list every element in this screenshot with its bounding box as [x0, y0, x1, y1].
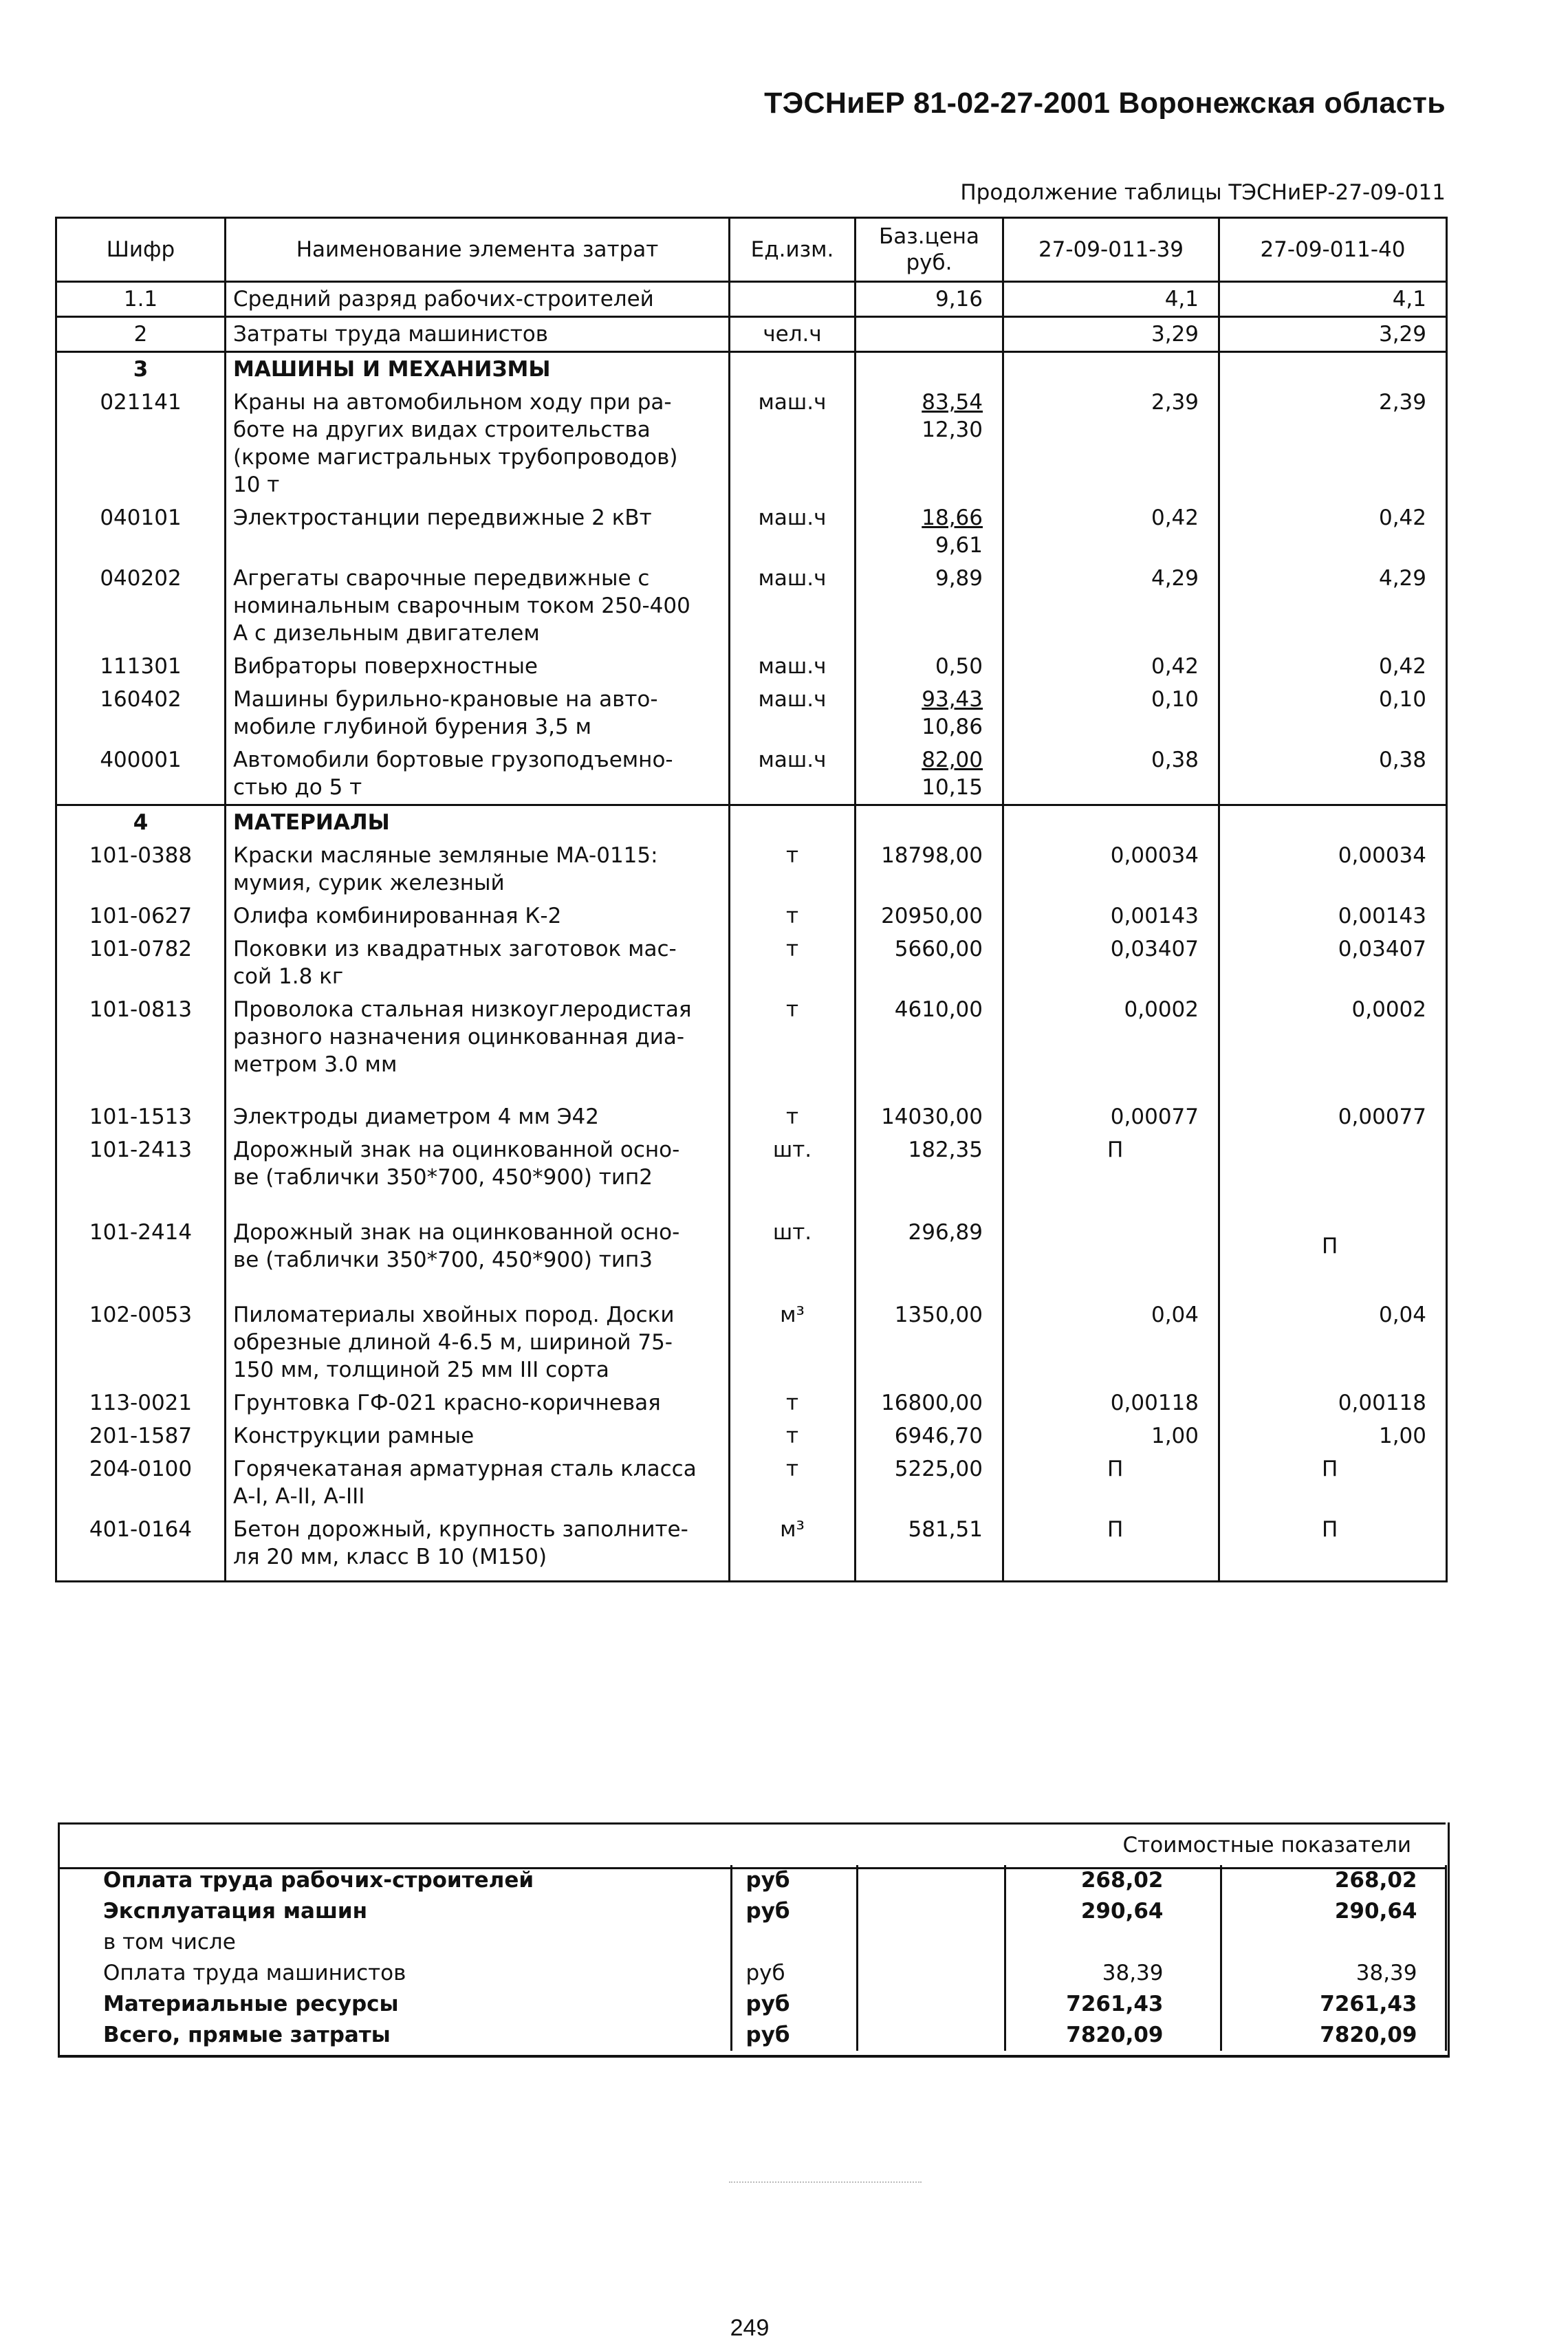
row-price-main: 18,66 — [922, 505, 983, 530]
row-name — [226, 562, 730, 650]
row-value-col1: 2,39 — [1003, 386, 1219, 501]
summary-unit: руб — [731, 2020, 857, 2051]
summary-label: Материальные ресурсы — [103, 1992, 399, 2016]
row-unit — [730, 282, 856, 317]
row-code: 101-0627 — [56, 900, 226, 933]
column-header-price — [856, 218, 1003, 282]
row-value-col1: 0,00143 — [1003, 900, 1219, 933]
row-price: 6946,70 — [856, 1419, 1003, 1452]
row-price-main: 93,43 — [922, 687, 983, 712]
row-value-col2: П — [1219, 1513, 1447, 1582]
faint-dotted-mark — [729, 2181, 922, 2183]
row-name: Средний разряд рабочих-строителей — [226, 282, 730, 317]
row-name: Конструкции рамные — [226, 1419, 730, 1452]
row-value-col1: 0,00034 — [1003, 839, 1219, 900]
summary-row — [58, 1865, 1446, 1896]
row-name-wrapped: Проволока стальная низкоуглеродистая разного назначения оцинкованная диа- метром 3.0 мм — [233, 997, 692, 1077]
row-value-col1: П — [1003, 1452, 1219, 1513]
row-price: 0,50 — [856, 650, 1003, 683]
row-name: МАШИНЫ И МЕХАНИЗМЫ — [226, 352, 730, 386]
row-unit: м³ — [730, 1513, 856, 1582]
summary-value-col2: 7820,09 — [1221, 2020, 1446, 2051]
row-name: Вибраторы поверхностные — [226, 650, 730, 683]
row-value-col2: 0,42 — [1219, 501, 1447, 562]
table-row — [56, 900, 1447, 933]
section-row — [56, 352, 1447, 386]
table-row — [56, 501, 1447, 562]
table-header-row — [56, 218, 1447, 282]
row-unit: т — [730, 1419, 856, 1452]
row-code: 101-1513 — [56, 1100, 226, 1133]
row-code: 021141 — [56, 386, 226, 501]
row-value-col2: 0,00077 — [1219, 1100, 1447, 1133]
table-row — [56, 1298, 1447, 1386]
row-value-col1: 4,29 — [1003, 562, 1219, 650]
row-unit: т — [730, 1100, 856, 1133]
row-value-col2: 0,00143 — [1219, 900, 1447, 933]
row-unit: маш.ч — [730, 386, 856, 501]
row-name-wrapped: Краски масляные земляные МА-0115: мумия, сурик железный — [233, 843, 658, 895]
summary-body — [58, 1822, 1446, 2051]
row-unit: т — [730, 839, 856, 900]
row-name-wrapped: Дорожный знак на оцинкованной осно- ве (таблички 350*700, 450*900) тип2 — [233, 1137, 680, 1190]
row-value-col2: 4,29 — [1219, 562, 1447, 650]
summary-price — [857, 1958, 1005, 1989]
row-price: 18798,00 — [856, 839, 1003, 900]
summary-unit: руб — [731, 1865, 857, 1896]
row-value-col1: 0,42 — [1003, 650, 1219, 683]
row-price-main: 83,54 — [922, 390, 983, 415]
summary-label: в том числе — [103, 1930, 236, 1954]
row-unit: маш.ч — [730, 562, 856, 650]
section-row — [56, 805, 1447, 840]
row-value-col1: 4,1 — [1003, 282, 1219, 317]
row-code: 4 — [56, 805, 226, 840]
row-name — [226, 839, 730, 900]
row-price: 14030,00 — [856, 1100, 1003, 1133]
column-header-price-line1: Баз.цена — [878, 224, 980, 249]
row-price: 20950,00 — [856, 900, 1003, 933]
row-code: 101-0782 — [56, 933, 226, 993]
row-name — [226, 1298, 730, 1386]
summary-value-col1 — [1005, 1927, 1221, 1958]
row-value-col1 — [1003, 1216, 1219, 1298]
table-row — [56, 743, 1447, 805]
row-price — [856, 743, 1003, 805]
row-code: 111301 — [56, 650, 226, 683]
summary-row — [58, 2020, 1446, 2051]
row-name-wrapped: Машины бурильно-крановые на авто- мобиле глубиной бурения 3,5 м — [233, 687, 658, 739]
row-code: 2 — [56, 317, 226, 352]
row-name-wrapped: Бетон дорожный, крупность заполните- ля 20 мм, класс В 10 (М150) — [233, 1517, 688, 1569]
summary-label: Оплата труда машинистов — [103, 1961, 406, 1985]
row-value-col2: 0,0002 — [1219, 993, 1447, 1100]
summary-value-col2: 7261,43 — [1221, 1989, 1446, 2020]
row-name-wrapped: Горячекатаная арматурная сталь класса А-I, А-II, А-III — [233, 1457, 697, 1509]
cost-table — [55, 217, 1448, 1582]
summary-value-col1: 38,39 — [1005, 1958, 1221, 1989]
row-unit — [730, 352, 856, 386]
summary-price — [857, 2020, 1005, 2051]
row-value-col1: 0,38 — [1003, 743, 1219, 805]
summary-value-col1: 290,64 — [1005, 1896, 1221, 1927]
row-code: 160402 — [56, 683, 226, 743]
row-price: 9,89 — [856, 562, 1003, 650]
table-row — [56, 993, 1447, 1100]
row-value-col2 — [1219, 352, 1447, 386]
row-code: 101-2414 — [56, 1216, 226, 1298]
row-code: 400001 — [56, 743, 226, 805]
row-name-wrapped: Дорожный знак на оцинкованной осно- ве (таблички 350*700, 450*900) тип3 — [233, 1220, 680, 1272]
row-name — [226, 743, 730, 805]
row-value-col2: 0,38 — [1219, 743, 1447, 805]
row-unit: шт. — [730, 1216, 856, 1298]
summary-price — [857, 1927, 1005, 1958]
row-code: 3 — [56, 352, 226, 386]
row-value-col2: 0,42 — [1219, 650, 1447, 683]
table-row — [56, 317, 1447, 352]
column-header-code: Шифр — [56, 218, 226, 282]
row-value-col1: 0,03407 — [1003, 933, 1219, 993]
row-code: 040202 — [56, 562, 226, 650]
summary-caption: Стоимостные показатели — [1122, 1833, 1411, 1858]
table-row — [56, 282, 1447, 317]
row-code: 102-0053 — [56, 1298, 226, 1386]
row-name — [226, 1513, 730, 1582]
summary-unit: руб — [731, 1989, 857, 2020]
row-value-col1: 0,00077 — [1003, 1100, 1219, 1133]
summary-row — [58, 1927, 1446, 1958]
row-value-col1: П — [1003, 1513, 1219, 1582]
table-row — [56, 1133, 1447, 1216]
summary-value-col2 — [1221, 1927, 1446, 1958]
row-value-col1: 0,04 — [1003, 1298, 1219, 1386]
row-value-col2: 0,04 — [1219, 1298, 1447, 1386]
row-unit — [730, 805, 856, 840]
row-value-col2: 4,1 — [1219, 282, 1447, 317]
row-value-col2: П — [1219, 1216, 1447, 1298]
row-price — [856, 501, 1003, 562]
row-unit: маш.ч — [730, 683, 856, 743]
table-row — [56, 562, 1447, 650]
row-value-col2 — [1219, 805, 1447, 840]
row-price: 5660,00 — [856, 933, 1003, 993]
table-body — [56, 282, 1447, 1582]
summary-label: Всего, прямые затраты — [103, 2023, 391, 2047]
row-value-col1: 0,00118 — [1003, 1386, 1219, 1419]
row-price — [856, 683, 1003, 743]
row-unit: т — [730, 933, 856, 993]
column-header-price-line2: руб. — [906, 250, 952, 275]
row-value-col2: 3,29 — [1219, 317, 1447, 352]
row-name — [226, 1216, 730, 1298]
summary-row — [58, 1896, 1446, 1927]
row-code: 113-0021 — [56, 1386, 226, 1419]
row-value-col1: 0,0002 — [1003, 993, 1219, 1100]
summary-row — [58, 1989, 1446, 2020]
row-price: 1350,00 — [856, 1298, 1003, 1386]
row-code: 101-0388 — [56, 839, 226, 900]
table-row — [56, 386, 1447, 501]
row-value-col1 — [1003, 352, 1219, 386]
row-value-col1 — [1003, 805, 1219, 840]
row-code: 040101 — [56, 501, 226, 562]
row-name — [226, 683, 730, 743]
row-price: 16800,00 — [856, 1386, 1003, 1419]
row-price — [856, 317, 1003, 352]
summary-value-col2: 268,02 — [1221, 1865, 1446, 1896]
row-value-col1: 1,00 — [1003, 1419, 1219, 1452]
row-name: Грунтовка ГФ-021 красно-коричневая — [226, 1386, 730, 1419]
row-value-col1: 0,42 — [1003, 501, 1219, 562]
row-value-col1: П — [1003, 1133, 1219, 1216]
row-name — [226, 386, 730, 501]
summary-price — [857, 1896, 1005, 1927]
row-price — [856, 805, 1003, 840]
document-header-title: ТЭСНиЕР 81-02-27-2001 Воронежская область — [764, 87, 1446, 120]
summary-value-col1: 7261,43 — [1005, 1989, 1221, 2020]
summary-value-col2: 290,64 — [1221, 1896, 1446, 1927]
summary-price — [857, 1989, 1005, 2020]
summary-value-col2: 38,39 — [1221, 1958, 1446, 1989]
row-name: Электроды диаметром 4 мм Э42 — [226, 1100, 730, 1133]
row-unit: маш.ч — [730, 501, 856, 562]
table-row — [56, 1216, 1447, 1298]
row-name: Олифа комбинированная К-2 — [226, 900, 730, 933]
row-value-col2 — [1219, 1133, 1447, 1216]
row-name — [226, 933, 730, 993]
row-unit: шт. — [730, 1133, 856, 1216]
summary-caption-spacer — [58, 1822, 1446, 1865]
row-name: Затраты труда машинистов — [226, 317, 730, 352]
row-price: 182,35 — [856, 1133, 1003, 1216]
summary-label: Оплата труда рабочих-строителей — [103, 1868, 534, 1893]
table-row — [56, 683, 1447, 743]
row-value-col2: 0,03407 — [1219, 933, 1447, 993]
row-name: МАТЕРИАЛЫ — [226, 805, 730, 840]
table-row — [56, 839, 1447, 900]
row-price: 9,16 — [856, 282, 1003, 317]
summary-value-col1: 7820,09 — [1005, 2020, 1221, 2051]
row-unit: т — [730, 1386, 856, 1419]
row-price: 296,89 — [856, 1216, 1003, 1298]
table-row — [56, 1452, 1447, 1513]
row-name — [226, 1133, 730, 1216]
summary-row — [58, 1958, 1446, 1989]
summary-unit — [731, 1927, 857, 1958]
row-code: 1.1 — [56, 282, 226, 317]
row-price-secondary: 10,15 — [922, 775, 983, 800]
row-price: 4610,00 — [856, 993, 1003, 1100]
row-name — [226, 1452, 730, 1513]
row-unit: т — [730, 900, 856, 933]
row-code: 101-0813 — [56, 993, 226, 1100]
summary-label: Эксплуатация машин — [103, 1899, 368, 1924]
column-header-unit: Ед.изм. — [730, 218, 856, 282]
row-name — [226, 993, 730, 1100]
row-value-col2: 0,00118 — [1219, 1386, 1447, 1419]
row-name-wrapped: Краны на автомобильном ходу при ра- боте на других видах строительства (кроме магистральных трубопроводов) 10 т — [233, 390, 678, 497]
table-row — [56, 1513, 1447, 1582]
row-value-col1: 3,29 — [1003, 317, 1219, 352]
column-header-col1: 27-09-011-39 — [1003, 218, 1219, 282]
table-row — [56, 650, 1447, 683]
row-name-wrapped: Агрегаты сварочные передвижные с номинальным сварочным током 250-400 А с дизельным двигателем — [233, 566, 690, 646]
row-value-col2: 2,39 — [1219, 386, 1447, 501]
row-price-secondary: 12,30 — [922, 417, 983, 442]
row-unit: м³ — [730, 1298, 856, 1386]
row-name-wrapped: Поковки из квадратных заготовок мас- сой 1.8 кг — [233, 937, 677, 989]
row-unit: т — [730, 993, 856, 1100]
row-price: 5225,00 — [856, 1452, 1003, 1513]
row-unit: маш.ч — [730, 743, 856, 805]
table-row — [56, 1100, 1447, 1133]
column-header-name: Наименование элемента затрат — [226, 218, 730, 282]
row-value-col2: П — [1219, 1452, 1447, 1513]
row-price — [856, 386, 1003, 501]
page-number — [0, 2315, 1568, 2342]
row-unit: чел.ч — [730, 317, 856, 352]
summary-unit: руб — [731, 1958, 857, 1989]
spacer-cell — [58, 1822, 1446, 1865]
row-price-main: 82,00 — [922, 748, 983, 772]
row-unit: маш.ч — [730, 650, 856, 683]
row-code: 101-2413 — [56, 1133, 226, 1216]
row-value-col2: 0,00034 — [1219, 839, 1447, 900]
row-name-wrapped: Пиломатериалы хвойных пород. Доски обрезные длиной 4-6.5 м, шириной 75- 150 мм, толщиной 25 мм III сорта — [233, 1303, 675, 1382]
row-name-wrapped: Автомобили бортовые грузоподъемно- стью до 5 т — [233, 748, 673, 800]
row-value-col1: 0,10 — [1003, 683, 1219, 743]
summary-value-col1: 268,02 — [1005, 1865, 1221, 1896]
summary-unit: руб — [731, 1896, 857, 1927]
row-price-secondary: 9,61 — [935, 533, 983, 558]
table-row — [56, 1386, 1447, 1419]
row-code: 201-1587 — [56, 1419, 226, 1452]
table-row — [56, 1419, 1447, 1452]
row-unit: т — [730, 1452, 856, 1513]
row-value-col2: 0,10 — [1219, 683, 1447, 743]
row-name: Электростанции передвижные 2 кВт — [226, 501, 730, 562]
row-code: 401-0164 — [56, 1513, 226, 1582]
summary-table — [58, 1822, 1447, 2051]
column-header-col2: 27-09-011-40 — [1219, 218, 1447, 282]
row-value-col2: 1,00 — [1219, 1419, 1447, 1452]
page-number-text: 249 — [730, 2315, 770, 2341]
summary-price — [857, 1865, 1005, 1896]
row-code: 204-0100 — [56, 1452, 226, 1513]
row-price: 581,51 — [856, 1513, 1003, 1582]
table-row — [56, 933, 1447, 993]
table-continuation-caption: Продолжение таблицы ТЭСНиЕР-27-09-011 — [960, 180, 1446, 205]
row-price — [856, 352, 1003, 386]
row-price-secondary: 10,86 — [922, 715, 983, 739]
